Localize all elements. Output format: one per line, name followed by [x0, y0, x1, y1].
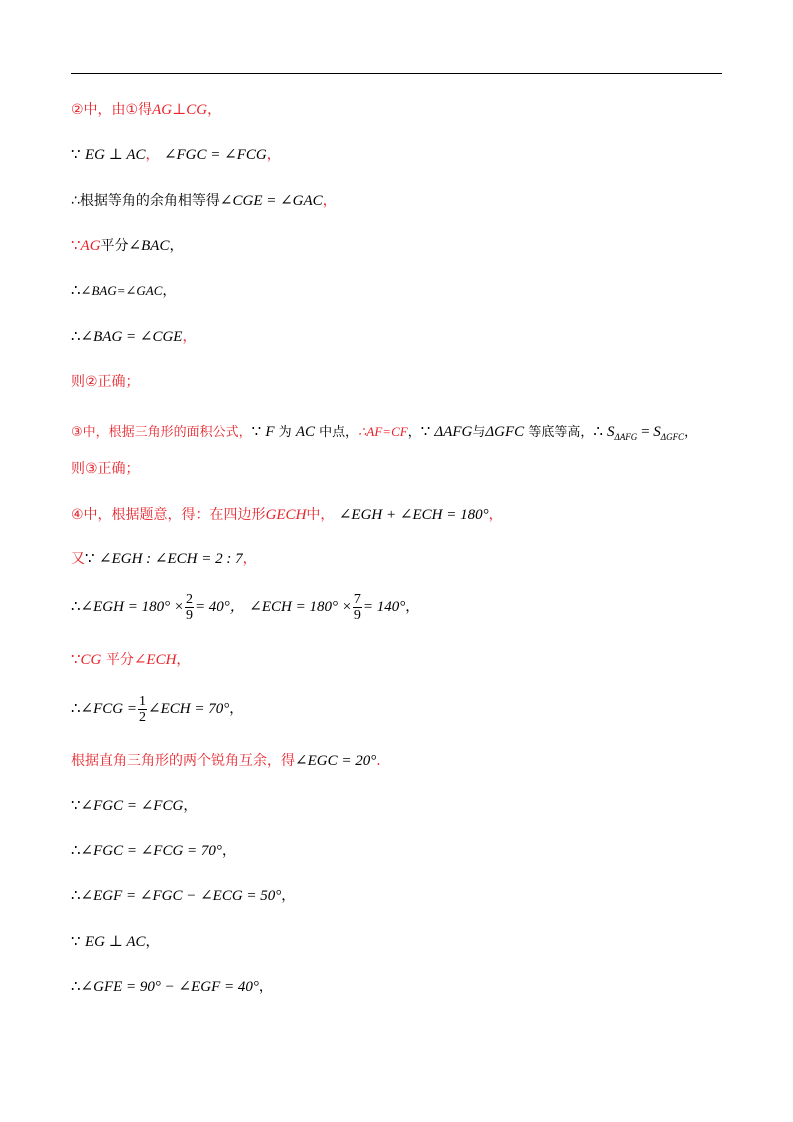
solution-line-7: [71, 372, 140, 392]
math: S: [653, 424, 661, 440]
denominator: 9: [185, 607, 193, 623]
numerator: 1: [139, 693, 146, 709]
because-symbol: ∵: [71, 147, 81, 163]
text: ，: [169, 238, 184, 254]
math: EG ⊥ AC: [85, 934, 146, 950]
denominator: 2: [139, 709, 146, 725]
math: ∠CGE = ∠GAC: [219, 193, 323, 209]
math: ∠FGC = ∠FCG: [80, 798, 184, 814]
header-rule: [71, 73, 722, 74]
text: ，: [405, 599, 420, 615]
solution-line-4: [71, 236, 183, 256]
math: ∠FCG =: [80, 701, 137, 717]
text: ，: [221, 843, 236, 859]
solution-line-12: [71, 588, 419, 626]
fraction: [138, 694, 147, 725]
math: ∠EGH + ∠ECH = 180°: [338, 507, 489, 523]
text: 与: [472, 425, 486, 440]
math: ∠ECH = 70°: [148, 701, 230, 717]
subscript: ΔAFG: [614, 432, 638, 442]
text: ，: [281, 888, 296, 904]
text: 根据直角三角形的两个锐角互余，得: [71, 753, 295, 769]
text: ，: [322, 193, 337, 209]
denominator: 9: [353, 607, 361, 623]
text: 平分: [105, 652, 134, 668]
text: ，: [182, 329, 197, 345]
text: 中点，: [319, 425, 359, 440]
because-symbol: ∵: [71, 798, 81, 814]
solution-line-18: [71, 886, 295, 906]
math: ∠EGH : ∠ECH = 2 : 7: [99, 551, 243, 567]
math: ∠FGC = ∠FCG = 70°: [80, 843, 222, 859]
text: ③中，根据三角形的面积公式，: [71, 425, 252, 440]
math: ∠FGC = ∠FCG: [163, 147, 267, 163]
math: ⊥: [172, 102, 187, 118]
text: ，: [176, 652, 191, 668]
subscript: ΔGFC: [660, 432, 685, 442]
text: ，: [242, 551, 257, 567]
because-symbol: ∵: [420, 424, 431, 440]
text: ，: [183, 798, 198, 814]
text: ，: [266, 147, 281, 163]
text: 则③正确；: [71, 461, 140, 477]
math: ∠GFE = 90° − ∠EGF = 40°: [80, 979, 259, 995]
because-symbol: ∵: [71, 238, 81, 254]
text: ，: [407, 425, 421, 440]
solution-line-9: [71, 459, 140, 479]
text: ，: [145, 934, 160, 950]
solution-line-17: [71, 841, 236, 861]
text: ，: [258, 979, 273, 995]
therefore-symbol: ∴: [71, 888, 81, 904]
because-symbol: ∵: [85, 551, 95, 567]
math: ∠EGH = 180° ×: [80, 599, 184, 615]
text: 中，: [306, 507, 335, 523]
text: 等底等高，: [528, 425, 594, 440]
fraction: [185, 592, 194, 623]
text: ，: [207, 102, 222, 118]
solution-line-14: [71, 690, 243, 728]
math: AG: [152, 102, 173, 118]
math: ∴AF=CF: [358, 424, 408, 439]
therefore-symbol: ∴: [71, 979, 81, 995]
therefore-symbol: ∴: [71, 701, 81, 717]
therefore-symbol: ∴: [71, 843, 81, 859]
solution-line-16: [71, 796, 197, 816]
math: ΔAFG: [434, 424, 473, 440]
solution-line-13: [71, 650, 190, 670]
solution-line-2: [71, 145, 281, 165]
solution-line-1: [71, 100, 221, 120]
solution-line-8: [71, 422, 697, 447]
solution-line-6: [71, 327, 196, 347]
because-symbol: ∵: [71, 652, 81, 668]
numerator: 7: [353, 591, 361, 607]
text: 则②正确；: [71, 374, 140, 390]
text: .: [376, 753, 381, 769]
math: ∠BAC: [128, 238, 170, 254]
text: 为: [278, 425, 292, 440]
math: AG: [80, 238, 101, 254]
math: CG: [186, 102, 208, 118]
solution-line-10: [71, 505, 503, 525]
text: ，: [684, 425, 698, 440]
text: ∴根据等角的余角相等得: [71, 193, 220, 209]
text: ，: [145, 147, 160, 163]
therefore-symbol: ∴: [71, 329, 81, 345]
solution-line-11: [71, 549, 257, 569]
math: ∠ECH = 180° ×: [249, 599, 352, 615]
because-symbol: ∵: [251, 424, 262, 440]
math: F: [265, 424, 275, 440]
because-symbol: ∵: [71, 934, 81, 950]
text: ，: [162, 283, 177, 299]
math: =: [637, 424, 654, 440]
solution-line-20: [71, 977, 273, 997]
math: = 140°: [362, 599, 406, 615]
text: ②中，由①得: [71, 102, 153, 118]
text: 又: [71, 551, 85, 567]
text: ④中，根据题意，得：在四边形: [71, 507, 266, 523]
math: = 40°，: [194, 599, 245, 615]
math: ∠BAG=∠GAC: [80, 283, 163, 298]
therefore-symbol: ∴: [593, 424, 603, 440]
text: 平分: [100, 238, 129, 254]
math: ΔGFC: [485, 424, 525, 440]
math: ∠EGC = 20°: [295, 753, 377, 769]
therefore-symbol: ∴: [71, 599, 81, 615]
math: AC: [295, 424, 315, 440]
math: EG ⊥ AC: [85, 147, 146, 163]
math: ∠BAG = ∠CGE: [80, 329, 183, 345]
solution-line-15: [71, 751, 381, 771]
fraction: [353, 592, 362, 623]
math: ∠ECH: [133, 652, 177, 668]
solution-line-3: [71, 191, 337, 211]
text: ，: [229, 701, 244, 717]
solution-line-19: [71, 932, 160, 952]
math: S: [607, 424, 615, 440]
therefore-symbol: ∴: [71, 283, 81, 299]
numerator: 2: [185, 591, 193, 607]
math: GECH: [265, 507, 307, 523]
text: ，: [488, 507, 503, 523]
solution-line-5: [71, 281, 176, 301]
math: ∠EGF = ∠FGC − ∠ECG = 50°: [80, 888, 282, 904]
math: CG: [80, 652, 102, 668]
